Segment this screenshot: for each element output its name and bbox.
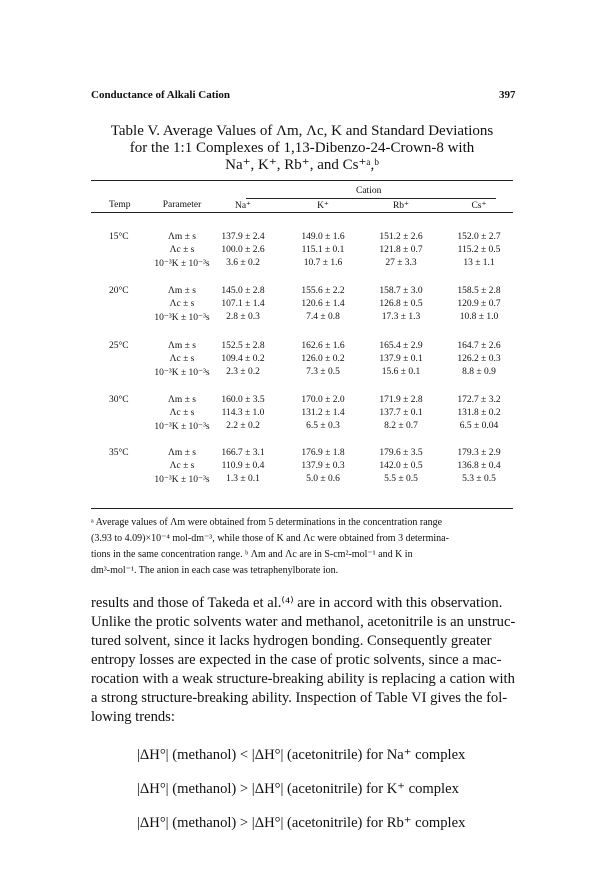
table-value-cell: 172.7 ± 3.2 [457, 395, 501, 405]
table-value-cell: 27 ± 3.3 [385, 258, 417, 268]
body-line: tured solvent, since it lacks hydrogen bonding. Consequently greater [91, 633, 492, 649]
parameter-label: Λm ± s [168, 395, 196, 405]
table-value-cell: 115.1 ± 0.1 [301, 245, 345, 255]
table-value-cell: 137.9 ± 0.3 [301, 461, 345, 471]
col-header-k: K⁺ [317, 201, 329, 211]
table-value-cell: 149.0 ± 1.6 [301, 232, 345, 242]
col-header-parameter: Parameter [162, 200, 202, 210]
table-value-cell: 131.2 ± 1.4 [301, 408, 345, 418]
table-value-cell: 126.0 ± 0.2 [301, 354, 345, 364]
table-caption-line-2: for the 1:1 Complexes of 1,13-Dibenzo-24-Crown-8 with [129, 140, 475, 156]
table-value-cell: 171.9 ± 2.8 [379, 395, 423, 405]
temperature-cell: 30°C [109, 395, 129, 405]
table-value-cell: 137.9 ± 2.4 [221, 232, 265, 242]
table-value-cell: 2.2 ± 0.2 [226, 421, 260, 431]
table-value-cell: 120.9 ± 0.7 [457, 299, 501, 309]
table-value-cell: 155.6 ± 2.2 [301, 286, 345, 296]
footnote-line: ᵃ Average values of Λm were obtained from 5 determinations in the concentration range [91, 517, 443, 528]
table-value-cell: 5.5 ± 0.5 [384, 474, 418, 484]
table-value-cell: 6.5 ± 0.3 [306, 421, 340, 431]
parameter-label: Λc ± s [169, 354, 195, 364]
col-header-cs: Cs⁺ [471, 201, 487, 211]
table-top-rule [91, 180, 513, 181]
table-value-cell: 2.8 ± 0.3 [226, 312, 260, 322]
table-value-cell: 100.0 ± 2.6 [221, 245, 265, 255]
table-value-cell: 158.7 ± 3.0 [379, 286, 423, 296]
trend-line: |ΔH°| (methanol) < |ΔH°| (acetonitrile) for Na⁺ complex [137, 747, 466, 763]
parameter-label: Λm ± s [168, 448, 196, 458]
parameter-label: 10⁻³K ± 10⁻³s [154, 259, 210, 269]
table-value-cell: 179.3 ± 2.9 [457, 448, 501, 458]
table-value-cell: 164.7 ± 2.6 [457, 341, 501, 351]
page-number: 397 [499, 89, 516, 101]
table-value-cell: 13 ± 1.1 [463, 258, 495, 268]
footnote-line: dm³-mol⁻¹. The anion in each case was tetraphenylborate ion. [91, 565, 339, 576]
table-value-cell: 142.0 ± 0.5 [379, 461, 423, 471]
footnote-line: tions in the same concentration range. ᵇ Λm and Λc are in S-cm²-mol⁻¹ and K in [91, 549, 413, 560]
table-value-cell: 165.4 ± 2.9 [379, 341, 423, 351]
parameter-label: Λc ± s [169, 245, 195, 255]
trend-line: |ΔH°| (methanol) > |ΔH°| (acetonitrile) for Rb⁺ complex [137, 815, 466, 831]
table-value-cell: 137.9 ± 0.1 [379, 354, 423, 364]
parameter-label: Λc ± s [169, 299, 195, 309]
table-value-cell: 162.6 ± 1.6 [301, 341, 345, 351]
parameter-label: Λm ± s [168, 286, 196, 296]
table-caption-line-1: Table V. Average Values of Λm, Λc, K and Standard Deviations [110, 123, 494, 139]
temperature-cell: 20°C [109, 286, 129, 296]
body-line: Unlike the protic solvents water and methanol, acetonitrile is an unstruc- [91, 614, 516, 630]
table-value-cell: 137.7 ± 0.1 [379, 408, 423, 418]
table-value-cell: 10.8 ± 1.0 [459, 312, 499, 322]
parameter-label: 10⁻³K ± 10⁻³s [154, 422, 210, 432]
body-line: a strong structure-breaking ability. Inspection of Table VI gives the fol- [91, 690, 508, 706]
parameter-label: Λm ± s [168, 232, 196, 242]
cation-group-header: Cation [356, 186, 382, 196]
table-value-cell: 5.3 ± 0.5 [462, 474, 496, 484]
body-line: results and those of Takeda et al.⁽⁴⁾ are in accord with this observation. [91, 595, 503, 611]
footnote-line: (3.93 to 4.09)×10⁻⁴ mol-dm⁻³, while those of K and Λc were obtained from 3 determina- [91, 533, 449, 544]
parameter-label: 10⁻³K ± 10⁻³s [154, 313, 210, 323]
table-value-cell: 8.8 ± 0.9 [462, 367, 496, 377]
table-value-cell: 7.4 ± 0.8 [306, 312, 340, 322]
table-value-cell: 1.3 ± 0.1 [226, 474, 260, 484]
table-value-cell: 152.5 ± 2.8 [221, 341, 265, 351]
parameter-label: Λm ± s [168, 341, 196, 351]
table-value-cell: 3.6 ± 0.2 [226, 258, 260, 268]
table-caption-line-3: Na⁺, K⁺, Rb⁺, and Cs⁺ᵃ,ᵇ [225, 157, 379, 173]
table-value-cell: 8.2 ± 0.7 [384, 421, 418, 431]
table-value-cell: 179.6 ± 3.5 [379, 448, 423, 458]
table-value-cell: 17.3 ± 1.3 [381, 312, 421, 322]
parameter-label: 10⁻³K ± 10⁻³s [154, 368, 210, 378]
parameter-label: 10⁻³K ± 10⁻³s [154, 475, 210, 485]
running-title: Conductance of Alkali Cation [91, 89, 231, 101]
table-value-cell: 170.0 ± 2.0 [301, 395, 345, 405]
header-bottom-rule [91, 212, 513, 213]
table-value-cell: 114.3 ± 1.0 [221, 408, 265, 418]
parameter-label: Λc ± s [169, 461, 195, 471]
table-value-cell: 152.0 ± 2.7 [457, 232, 501, 242]
table-value-cell: 121.8 ± 0.7 [379, 245, 423, 255]
table-value-cell: 109.4 ± 0.2 [221, 354, 265, 364]
table-value-cell: 160.0 ± 3.5 [221, 395, 265, 405]
table-value-cell: 176.9 ± 1.8 [301, 448, 345, 458]
cation-group-rule [246, 198, 496, 199]
col-header-rb: Rb⁺ [392, 201, 410, 211]
table-value-cell: 126.8 ± 0.5 [379, 299, 423, 309]
table-value-cell: 15.6 ± 0.1 [381, 367, 421, 377]
table-value-cell: 158.5 ± 2.8 [457, 286, 501, 296]
body-line: entropy losses are expected in the case of protic solvents, since a mac- [91, 652, 502, 668]
temperature-cell: 25°C [109, 341, 129, 351]
table-value-cell: 120.6 ± 1.4 [301, 299, 345, 309]
trend-line: |ΔH°| (methanol) > |ΔH°| (acetonitrile) for K⁺ complex [137, 781, 459, 797]
table-value-cell: 2.3 ± 0.2 [226, 367, 260, 377]
temperature-cell: 35°C [109, 448, 129, 458]
col-header-temp: Temp [109, 200, 131, 210]
table-value-cell: 5.0 ± 0.6 [306, 474, 340, 484]
table-value-cell: 107.1 ± 1.4 [221, 299, 265, 309]
body-line: rocation with a weak structure-breaking ability is replacing a cation with [91, 671, 515, 687]
table-value-cell: 136.8 ± 0.4 [457, 461, 501, 471]
table-value-cell: 110.9 ± 0.4 [221, 461, 265, 471]
table-value-cell: 126.2 ± 0.3 [457, 354, 501, 364]
table-value-cell: 115.2 ± 0.5 [457, 245, 501, 255]
table-value-cell: 7.3 ± 0.5 [306, 367, 340, 377]
body-line: lowing trends: [91, 709, 175, 725]
col-header-na: Na⁺ [234, 201, 252, 211]
table-bottom-rule [91, 508, 513, 509]
temperature-cell: 15°C [109, 232, 129, 242]
parameter-label: Λc ± s [169, 408, 195, 418]
table-value-cell: 166.7 ± 3.1 [221, 448, 265, 458]
table-value-cell: 151.2 ± 2.6 [379, 232, 423, 242]
table-value-cell: 10.7 ± 1.6 [303, 258, 343, 268]
table-value-cell: 145.0 ± 2.8 [221, 286, 265, 296]
table-value-cell: 6.5 ± 0.04 [459, 421, 499, 431]
table-value-cell: 131.8 ± 0.2 [457, 408, 501, 418]
